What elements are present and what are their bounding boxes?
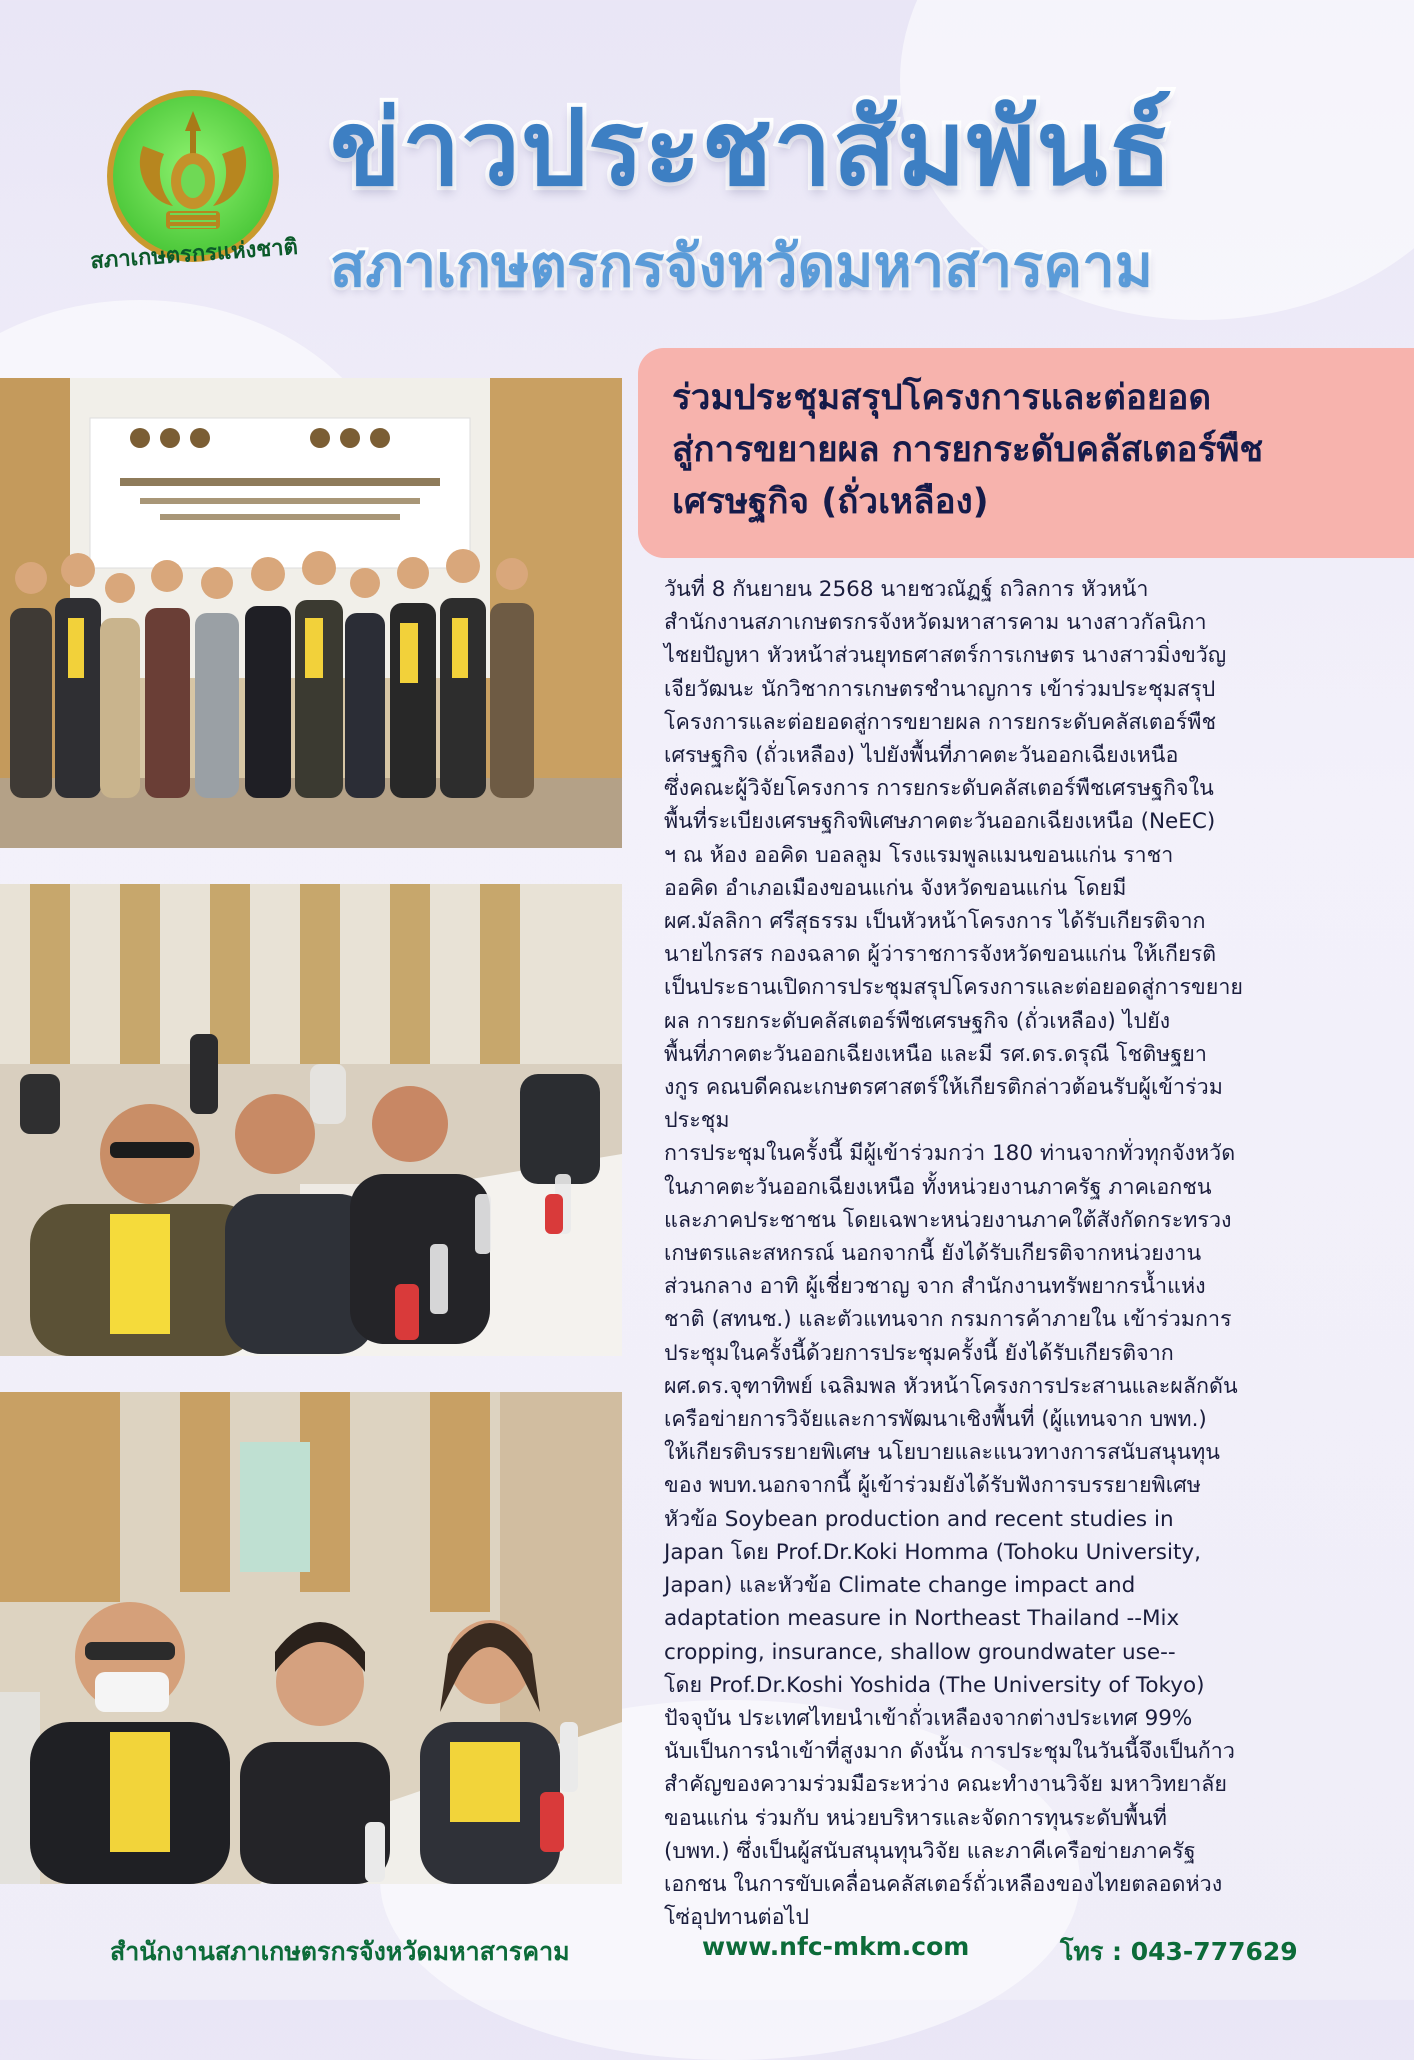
- footer-office: สำนักงานสภาเกษตรกรจังหวัดมหาสารคาม: [110, 1937, 570, 1966]
- article-body-line: เอกชน ในการขับเคลื่อนคลัสเตอร์ถั่วเหลืองของไทยตลอดห่วง: [664, 1871, 1223, 1897]
- article-body-line: เกษตรและสหกรณ์ นอกจากนี้ ยังได้รับเกียรติจากหน่วยงาน: [664, 1241, 1202, 1267]
- article-body-line: ไชยปัญหา หัวหน้าส่วนยุทธศาสตร์การเกษตร นางสาวมิ่งขวัญ: [664, 643, 1227, 669]
- article-body-line: เครือข่ายการวิจัยและการพัฒนาเชิงพื้นที่ (ผู้แทนจาก บพท.): [664, 1407, 1207, 1433]
- photo-group: [0, 378, 622, 848]
- article-body-line: ให้เกียรติบรรยายพิเศษ นโยบายและแนวทางการสนับสนุนทุน: [664, 1440, 1220, 1466]
- article-body-line: ออคิด อำเภอเมืองขอนแก่น จังหวัดขอนแก่น โดยมี: [664, 875, 1127, 901]
- page-title: ข่าวประชาสัมพันธ์: [330, 87, 1173, 209]
- footer-phone: โทร : 043-777629: [1060, 1937, 1298, 1966]
- article-body-line: ผศ.ดร.จุฑาทิพย์ เฉลิมพล หัวหน้าโครงการประสานและผลักดัน: [664, 1373, 1238, 1399]
- article-body-line: ประชุม: [664, 1108, 730, 1134]
- article-body-line: cropping, insurance, shallow groundwater use--: [664, 1639, 1176, 1665]
- article-body-line: เศรษฐกิจ (ถั่วเหลือง) ไปยังพื้นที่ภาคตะวันออกเฉียงเหนือ: [664, 743, 1179, 769]
- article-body-line: ซึ่งคณะผู้วิจัยโครงการ การยกระดับคลัสเตอร์พืชเศรษฐกิจใน: [664, 776, 1214, 802]
- article-body-line: (บพท.) ซึ่งเป็นผู้สนับสนุนทุนวิจัย และภาคีเครือข่ายภาครัฐ: [664, 1838, 1196, 1864]
- article-body-line: ของ พบท.นอกจากนี้ ผู้เข้าร่วมยังได้รับฟังการบรรยายพิเศษ: [664, 1473, 1201, 1499]
- footer: [0, 1924, 1414, 1974]
- article-body-line: งกูร คณบดีคณะเกษตรศาสตร์ให้เกียรติกล่าวต้อนรับผู้เข้าร่วม: [664, 1075, 1223, 1101]
- article-body-line: สำนักงานสภาเกษตรกรจังหวัดมหาสารคาม นางสาวกัลนิกา: [664, 610, 1207, 636]
- article-body-line: ในภาคตะวันออกเฉียงเหนือ ทั้งหน่วยงานภาครัฐ ภาคเอกชน: [664, 1174, 1212, 1200]
- article-body-line: adaptation measure in Northeast Thailand --Mix: [664, 1606, 1180, 1632]
- article-body-line: Japan โดย Prof.Dr.Koki Homma (Tohoku University,: [664, 1539, 1201, 1565]
- article-body-line: นับเป็นการนำเข้าที่สูงมาก ดังนั้น การประชุมในวันนี้จึงเป็นก้าว: [664, 1739, 1235, 1765]
- article-body-line: โครงการและต่อยอดสู่การขยายผล การยกระดับคลัสเตอร์พืช: [664, 709, 1217, 735]
- article-body-line: โดย Prof.Dr.Koshi Yoshida (The University of Tokyo): [664, 1672, 1205, 1698]
- article-body-line: พื้นที่ระเบียงเศรษฐกิจพิเศษภาคตะวันออกเฉียงเหนือ (NeEC): [664, 809, 1216, 835]
- group-photo-icon: [0, 378, 622, 848]
- article-body-line: สำคัญของความร่วมมือระหว่าง คณะทำงานวิจัย มหาวิทยาลัย: [664, 1772, 1227, 1798]
- headline-box: [638, 348, 1414, 558]
- article-body-line: ชาติ (สทนช.) และตัวแทนจาก กรมการค้าภายใน เข้าร่วมการ: [664, 1307, 1232, 1333]
- headline-line: สู่การขยายผล การยกระดับคลัสเตอร์พืช: [672, 430, 1264, 470]
- meeting-attendees-icon: [0, 884, 622, 1356]
- logo-text: สภาเกษตรกรแห่งชาติ: [89, 234, 299, 275]
- article-body-line: เป็นประธานเปิดการประชุมสรุปโครงการและต่อยอดสู่การขยาย: [664, 975, 1244, 1001]
- headline-line: ร่วมประชุมสรุปโครงการและต่อยอด: [672, 378, 1212, 418]
- article-body-line: Japan) และหัวข้อ Climate change impact and: [664, 1573, 1136, 1599]
- headline-line: เศรษฐกิจ (ถั่วเหลือง): [672, 482, 989, 522]
- article-body-line: เจียวัฒนะ นักวิชาการเกษตรชำนาญการ เข้าร่วมประชุมสรุป: [664, 676, 1216, 702]
- article-body-line: ฯ ณ ห้อง ออคิด บอลลูม โรงแรมพูลแมนขอนแก่น ราชา: [664, 842, 1174, 868]
- footer-website[interactable]: www.nfc-mkm.com: [702, 1932, 970, 1961]
- photo-seated: [0, 1392, 622, 1884]
- article-body-line: นายไกรสร กองฉลาด ผู้ว่าราชการจังหวัดขอนแก่น ให้เกียรติ: [664, 942, 1217, 968]
- article-body-line: ผศ.มัลลิกา ศรีสุธรรม เป็นหัวหน้าโครงการ ได้รับเกียรติจาก: [664, 909, 1206, 935]
- article-body-line: และภาคประชาชน โดยเฉพาะหน่วยงานภาคใต้สังกัดกระทรวง: [664, 1207, 1232, 1233]
- seated-attendees-icon: [0, 1392, 622, 1884]
- article-body-line: ผล การยกระดับคลัสเตอร์พืชเศรษฐกิจ (ถั่วเหลือง) ไปยัง: [664, 1008, 1171, 1034]
- article-body-line: การประชุมในครั้งนี้ มีผู้เข้าร่วมกว่า 180 ท่านจากทั่วทุกจังหวัด: [664, 1141, 1236, 1167]
- article-body-line: หัวข้อ Soybean production and recent studies in: [664, 1506, 1174, 1532]
- article-body-line: ประชุมในครั้งนี้ด้วยการประชุมครั้งนี้ ยังได้รับเกียรติจาก: [664, 1340, 1174, 1366]
- article-body-line: วันที่ 8 กันยายน 2568 นายชวณัฏฐ์ ถวิลการ หัวหน้า: [664, 577, 1149, 602]
- article-body-line: ส่วนกลาง อาทิ ผู้เชี่ยวชาญ จาก สำนักงานทรัพยากรน้ำแห่ง: [664, 1274, 1206, 1300]
- article-body: [664, 573, 1388, 1934]
- page-subtitle: สภาเกษตรกรจังหวัดมหาสารคาม: [330, 232, 1153, 300]
- article-body-line: ปัจจุบัน ประเทศไทยนำเข้าถั่วเหลืองจากต่างประเทศ 99%: [664, 1705, 1193, 1731]
- council-logo: [89, 86, 299, 276]
- article-body-line: โซ่อุปทานต่อไป: [664, 1905, 809, 1931]
- article-body-line: ขอนแก่น ร่วมกับ หน่วยบริหารและจัดการทุนระดับพื้นที่: [664, 1805, 1167, 1831]
- article-body-line: พื้นที่ภาคตะวันออกเฉียงเหนือ และมี รศ.ดร.ดรุณี โชติษฐยา: [664, 1041, 1207, 1067]
- photo-meeting: [0, 884, 622, 1356]
